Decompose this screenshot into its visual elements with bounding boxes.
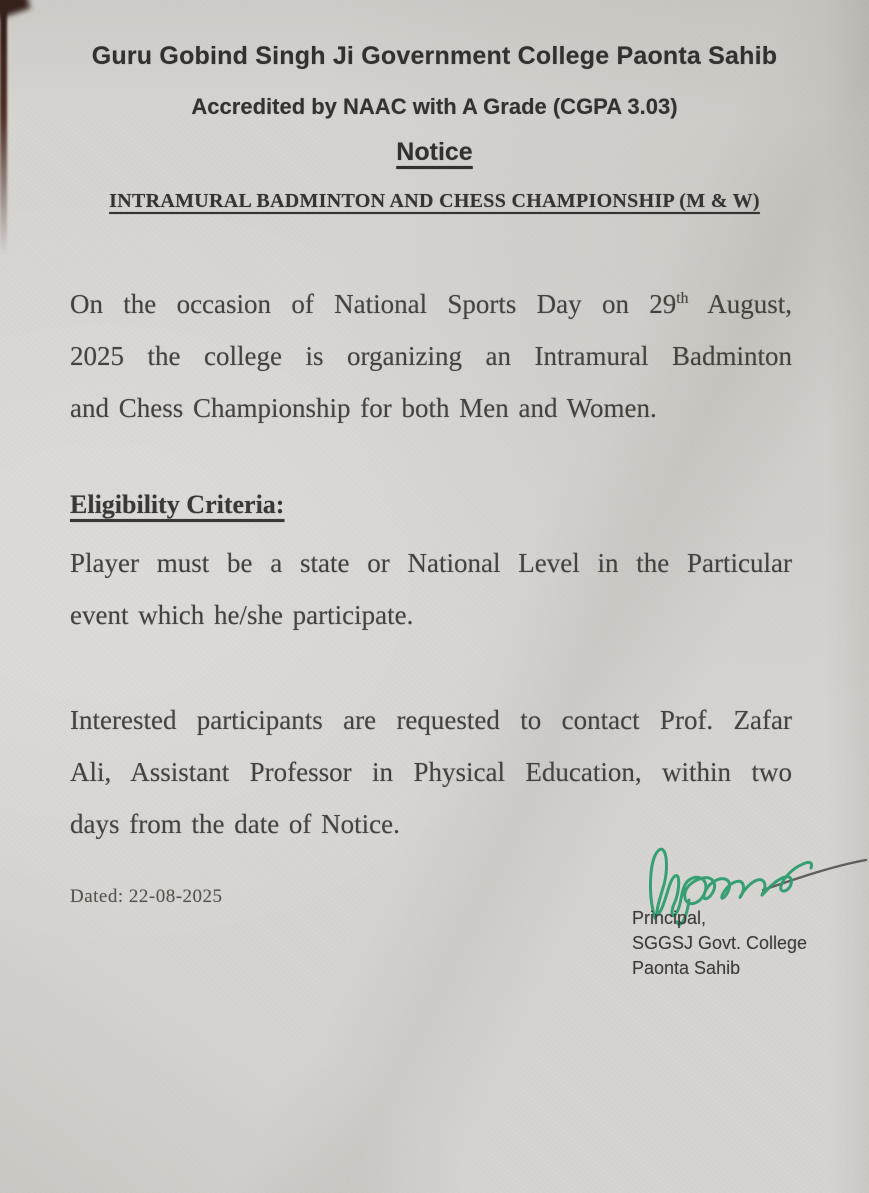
signature-tail-stroke xyxy=(763,860,866,890)
signatory-organization: SGGSJ Govt. College xyxy=(632,933,808,953)
signatory-role: Principal, xyxy=(632,908,707,928)
notice-heading-row xyxy=(0,138,869,167)
signatory-place: Paonta Sahib xyxy=(632,958,741,978)
eligibility-line-2: event which he/she participate. xyxy=(70,600,414,630)
contact-paragraph xyxy=(70,694,792,850)
photo-corner-shadow xyxy=(0,0,31,19)
intro-line-1-tail: August, xyxy=(688,289,792,319)
intro-line-1 xyxy=(70,278,792,330)
eligibility-heading-row xyxy=(70,490,284,520)
contact-line-1: Interested participants are requested to contact Prof. Zafar xyxy=(70,705,792,735)
photo-edge-shadow xyxy=(0,0,7,255)
eligibility-line-1: Player must be a state or National Level in the Particular xyxy=(70,548,792,578)
intro-paragraph xyxy=(70,278,792,434)
notice-heading: Notice xyxy=(396,138,473,166)
contact-line-2: Ali, Assistant Professor in Physical Education, within two xyxy=(70,757,792,787)
subject-line: INTRAMURAL BADMINTON AND CHESS CHAMPIONSHIP (M & W) xyxy=(109,190,760,212)
dated-line: Dated: 22-08-2025 xyxy=(70,886,223,907)
intro-line-2: 2025 the college is organizing an Intramural Badminton xyxy=(70,341,792,371)
subject-row xyxy=(0,190,869,213)
signature-block xyxy=(632,906,807,981)
eligibility-heading: Eligibility Criteria: xyxy=(70,490,285,519)
intro-line-1-text: On the occasion of National Sports Day on 29 xyxy=(70,289,677,319)
superscript-th: th xyxy=(676,290,689,307)
eligibility-paragraph xyxy=(70,537,792,641)
contact-line-3: days from the date of Notice. xyxy=(70,809,400,839)
college-name: Guru Gobind Singh Ji Government College Paonta Sahib xyxy=(91,42,778,70)
intro-line-3: and Chess Championship for both Men and Women. xyxy=(70,393,657,423)
accreditation-line: Accredited by NAAC with A Grade (CGPA 3.03) xyxy=(191,94,678,119)
